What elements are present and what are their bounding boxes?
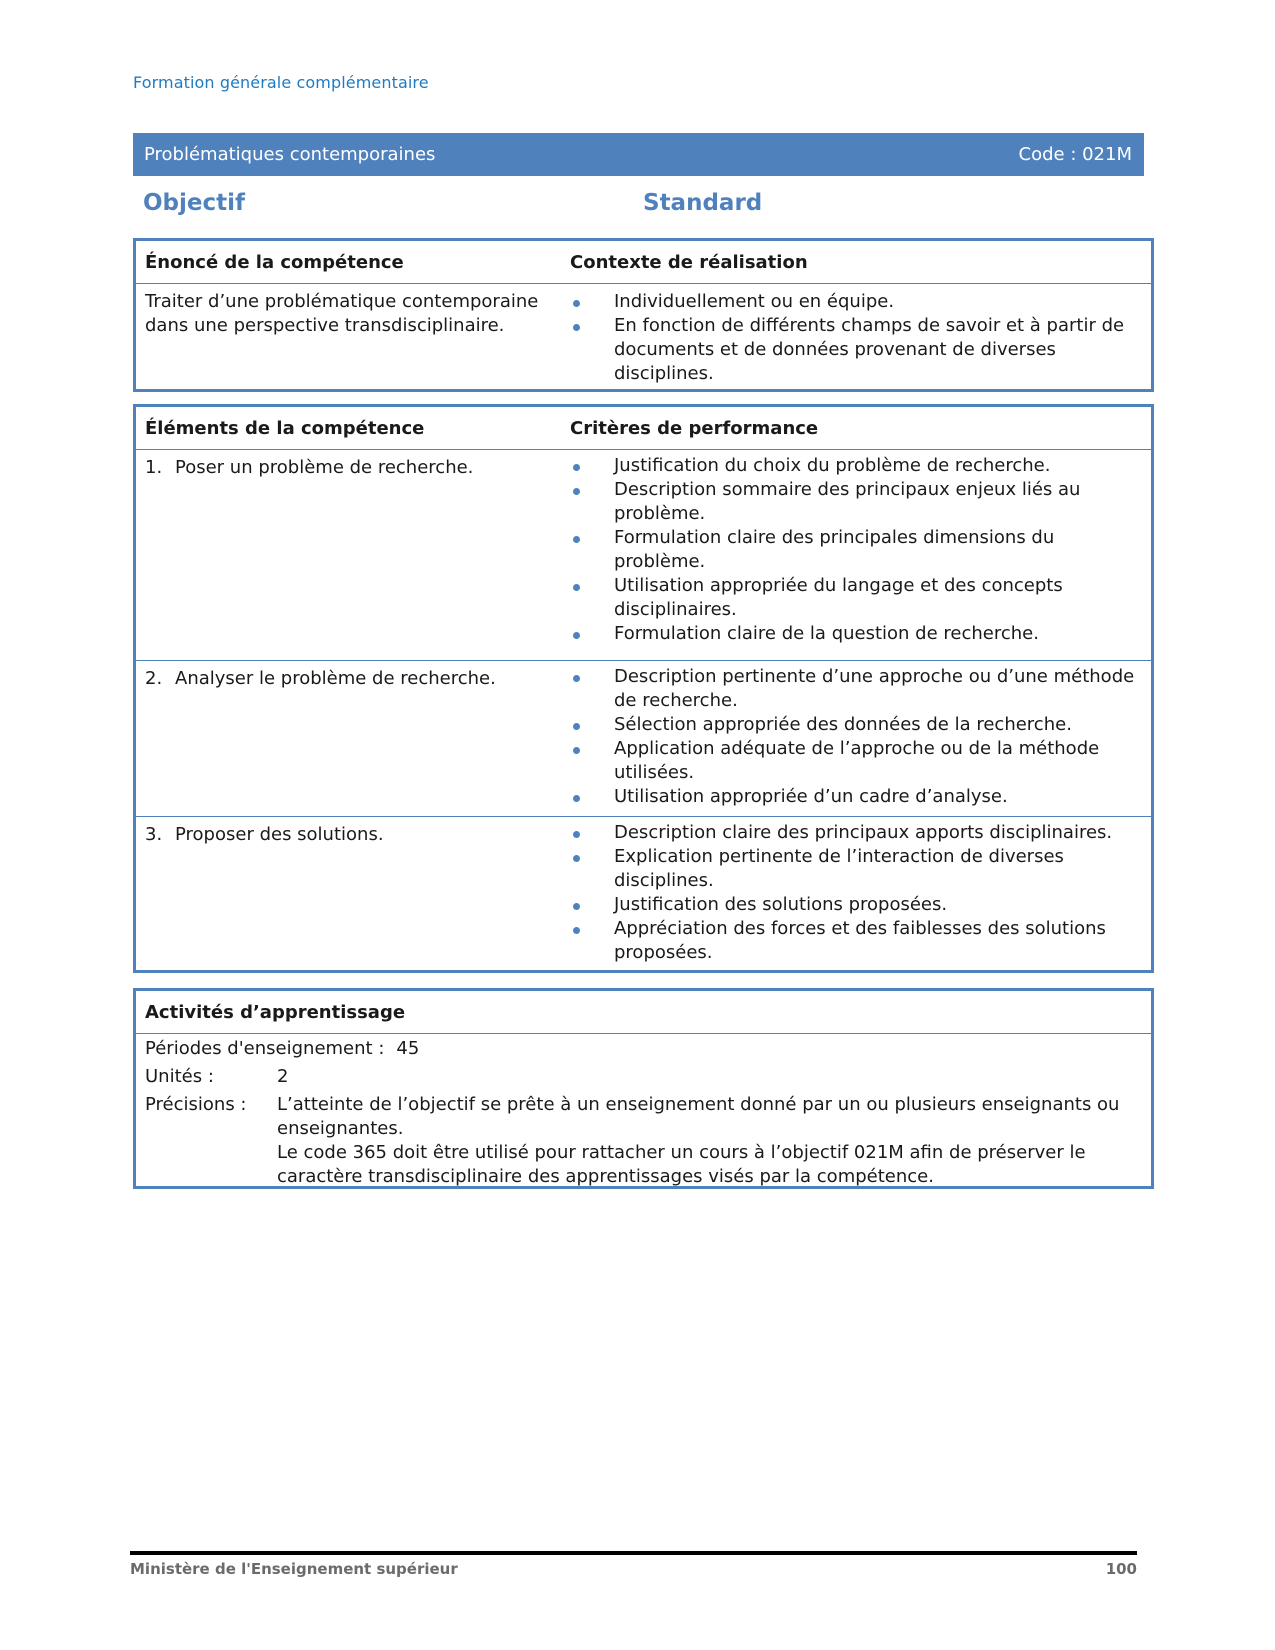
criteres-list [570, 454, 1151, 646]
running-head: Formation générale complémentaire [133, 73, 429, 92]
standard-heading: Standard [643, 190, 763, 216]
periodes-value: 45 [396, 1038, 420, 1059]
precisions-paragraph: Le code 365 doit être utilisé pour rattacher un cours à l’objectif 021M afin de préserver le caractère transdisciplinaire des apprentissages visés par la compétence. [277, 1142, 1086, 1187]
element-row [136, 450, 1151, 661]
critere-item: Appréciation des forces et des faiblesses des solutions proposées. [570, 917, 1151, 965]
elements-table [133, 404, 1154, 973]
precisions-paragraph: L’atteinte de l’objectif se prête à un enseignement donné par un ou plusieurs enseignants ou enseignantes. [277, 1094, 1120, 1139]
contexte-list [570, 290, 1151, 386]
criteres-list [570, 665, 1151, 809]
objectif-heading: Objectif [143, 190, 246, 216]
enonce-header: Énoncé de la compétence [145, 251, 404, 273]
page-number: 100 [1105, 1560, 1137, 1578]
element-label: Analyser le problème de recherche. [175, 668, 496, 689]
critere-item: Formulation claire des principales dimensions du problème. [570, 526, 1151, 574]
critere-item: Description claire des principaux apports disciplinaires. [570, 821, 1151, 845]
element-text [136, 454, 560, 660]
footer-publisher: Ministère de l'Enseignement supérieur [130, 1560, 458, 1578]
element-number: 1. [145, 457, 163, 478]
element-text [136, 821, 560, 965]
enonce-table [133, 238, 1154, 392]
element-row [136, 817, 1151, 965]
activites-header [136, 991, 1151, 1034]
unites-row [136, 1065, 1151, 1089]
course-title: Problématiques contemporaines [144, 144, 436, 165]
page-footer [130, 1560, 1137, 1578]
section-heads [0, 190, 1275, 224]
precisions-text [277, 1093, 1151, 1189]
critere-item: Sélection appropriée des données de la recherche. [570, 713, 1151, 737]
enonce-table-header [136, 241, 1151, 284]
title-bar [133, 133, 1144, 176]
critere-item: Application adéquate de l’approche ou de la méthode utilisées. [570, 737, 1151, 785]
element-number: 2. [145, 668, 163, 689]
element-label: Proposer des solutions. [175, 824, 384, 845]
element-number: 3. [145, 824, 163, 845]
element-text [136, 665, 560, 816]
activites-table [133, 988, 1154, 1189]
critere-item: Explication pertinente de l’interaction de diverses disciplines. [570, 845, 1151, 893]
critere-item: Utilisation appropriée d’un cadre d’analyse. [570, 785, 1151, 809]
course-code: Code : 021M [1018, 144, 1132, 165]
contexte-item: En fonction de différents champs de savoir et à partir de documents et de données provenant de diverses disciplines. [570, 314, 1151, 386]
periodes-label: Périodes d'enseignement : [145, 1038, 385, 1059]
critere-item: Utilisation appropriée du langage et des concepts disciplinaires. [570, 574, 1151, 622]
unites-value: 2 [277, 1066, 289, 1087]
critere-item: Formulation claire de la question de recherche. [570, 622, 1151, 646]
element-row [136, 661, 1151, 817]
contexte-item: Individuellement ou en équipe. [570, 290, 1151, 314]
elements-header: Éléments de la compétence [145, 417, 425, 439]
critere-item: Justification des solutions proposées. [570, 893, 1151, 917]
contexte-header: Contexte de réalisation [570, 251, 808, 273]
critere-item: Justification du choix du problème de recherche. [570, 454, 1151, 478]
enonce-text: Traiter d’une problématique contemporaine dans une perspective transdisciplinaire. [145, 291, 539, 336]
criteres-header: Critères de performance [570, 417, 819, 439]
unites-label: Unités : [145, 1066, 214, 1087]
critere-item: Description sommaire des principaux enjeux liés au problème. [570, 478, 1151, 526]
periodes-row [136, 1037, 1151, 1061]
precisions-row [136, 1093, 1151, 1189]
elements-table-header [136, 407, 1151, 450]
critere-item: Description pertinente d’une approche ou d’une méthode de recherche. [570, 665, 1151, 713]
enonce-row [136, 284, 1151, 386]
criteres-list [570, 821, 1151, 965]
precisions-label: Précisions : [145, 1094, 247, 1115]
element-label: Poser un problème de recherche. [175, 457, 474, 478]
activites-title: Activités d’apprentissage [145, 1001, 406, 1023]
footer-rule [130, 1551, 1137, 1555]
